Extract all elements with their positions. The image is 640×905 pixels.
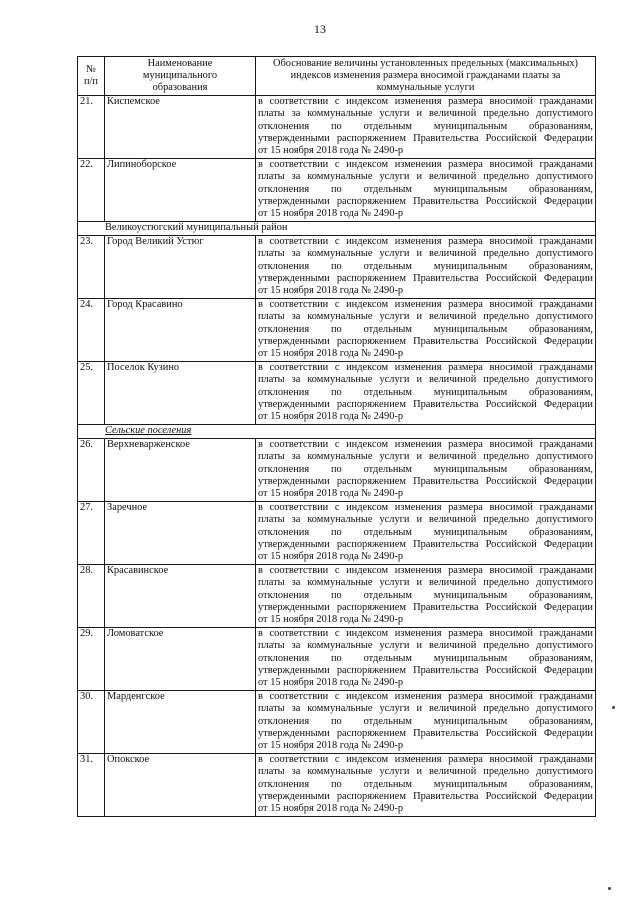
justification-line: платы за коммунальные услуги и величиной предельно допустимого [258,640,593,652]
tariff-index-table [77,56,596,817]
row-number: 26. [78,439,105,502]
district-row [78,222,596,236]
justification-line: от 15 ноября 2018 года № 2490-р [258,551,404,563]
justification-line: платы за коммунальные услуги и величиной предельно допустимого [258,766,593,778]
justification-line: в соответствии с индексом изменения размера вносимой гражданами [258,362,593,373]
justification-line: от 15 ноября 2018 года № 2490-р [258,614,404,626]
justification-line: в соответствии с индексом изменения размера вносимой гражданами [258,502,593,513]
justification-line: от 15 ноября 2018 года № 2490-р [258,803,404,815]
municipality-name: Опокское [105,754,256,817]
justification-line: в соответствии с индексом изменения размера вносимой гражданами [258,691,593,702]
row-number: 25. [78,362,105,425]
justification-line: платы за коммунальные услуги и величиной предельно допустимого [258,514,593,526]
justification-text [256,159,596,222]
justification-text [256,565,596,628]
justification-line: отклонения по отдельным муниципальным образованиям, [258,120,593,132]
header-num [78,57,105,96]
justification-text [256,236,596,299]
justification-line: утвержденными распоряжением Правительства Российской Федерации [258,538,593,550]
header-justification [256,57,596,96]
scan-speck [608,887,611,890]
justification-text [256,362,596,425]
header-num-line: № [86,64,96,75]
municipality-name: Красавинское [105,565,256,628]
scan-speck [612,706,615,709]
justification-line: утвержденными распоряжением Правительства Российской Федерации [258,335,593,347]
justification-line: от 15 ноября 2018 года № 2490-р [258,488,404,500]
header-name-line: образования [152,82,208,93]
row-number: 21. [78,96,105,159]
municipality-name: Город Красавино [105,299,256,362]
district-label: Великоустюгский муниципальный район [105,222,288,233]
justification-line: в соответствии с индексом изменения размера вносимой гражданами [258,628,593,639]
subsection-heading-cell [78,425,596,439]
justification-line: отклонения по отдельным муниципальным образованиям, [258,778,593,790]
table-row [78,565,596,628]
header-name [105,57,256,96]
justification-line: утвержденными распоряжением Правительства Российской Федерации [258,272,593,284]
row-number: 22. [78,159,105,222]
municipality-name: Город Великий Устюг [105,236,256,299]
table-row [78,691,596,754]
justification-line: в соответствии с индексом изменения размера вносимой гражданами [258,299,593,310]
justification-line: от 15 ноября 2018 года № 2490-р [258,677,404,689]
justification-text [256,628,596,691]
justification-line: от 15 ноября 2018 года № 2490-р [258,285,404,297]
justification-line: утвержденными распоряжением Правительства Российской Федерации [258,664,593,676]
row-number: 30. [78,691,105,754]
justification-line: от 15 ноября 2018 года № 2490-р [258,348,404,360]
justification-line: в соответствии с индексом изменения размера вносимой гражданами [258,565,593,576]
justification-line: утвержденными распоряжением Правительства Российской Федерации [258,790,593,802]
justification-line: платы за коммунальные услуги и величиной предельно допустимого [258,248,593,260]
district-heading [78,222,596,236]
row-number: 27. [78,502,105,565]
justification-line: утвержденными распоряжением Правительства Российской Федерации [258,601,593,613]
justification-line: от 15 ноября 2018 года № 2490-р [258,740,404,752]
municipality-name: Поселок Кузино [105,362,256,425]
justification-line: отклонения по отдельным муниципальным образованиям, [258,589,593,601]
justification-line: платы за коммунальные услуги и величиной предельно допустимого [258,577,593,589]
page-number: 13 [314,22,326,36]
justification-text [256,502,596,565]
table-row [78,439,596,502]
municipality-name: Ломоватское [105,628,256,691]
justification-line: отклонения по отдельным муниципальным образованиям, [258,183,593,195]
justification-line: платы за коммунальные услуги и величиной предельно допустимого [258,703,593,715]
row-number: 29. [78,628,105,691]
justification-line: платы за коммунальные услуги и величиной предельно допустимого [258,451,593,463]
municipality-name: Липиноборское [105,159,256,222]
table-row [78,628,596,691]
header-name-line: муниципального [142,70,218,81]
table-row [78,754,596,817]
justification-line: платы за коммунальные услуги и величиной предельно допустимого [258,311,593,323]
justification-line: отклонения по отдельным муниципальным образованиям, [258,323,593,335]
justification-line: отклонения по отдельным муниципальным образованиям, [258,260,593,272]
subsection-row [78,425,596,439]
justification-line: утвержденными распоряжением Правительства Российской Федерации [258,195,593,207]
table-row [78,299,596,362]
table-row [78,502,596,565]
header-justification-line: индексов изменения размера вносимой гражданами платы за [290,70,561,81]
justification-line: платы за коммунальные услуги и величиной предельно допустимого [258,171,593,183]
justification-line: платы за коммунальные услуги и величиной предельно допустимого [258,374,593,386]
municipality-name: Верхневарженское [105,439,256,502]
municipality-name: Марденгское [105,691,256,754]
justification-line: утвержденными распоряжением Правительства Российской Федерации [258,727,593,739]
table-header-row [78,57,596,96]
header-justification-line: Обоснование величины установленных предельных (максимальных) [272,58,578,69]
municipality-name: Киспемское [105,96,256,159]
municipality-name: Заречное [105,502,256,565]
justification-text [256,299,596,362]
justification-line: в соответствии с индексом изменения размера вносимой гражданами [258,439,593,450]
table-row [78,236,596,299]
justification-text [256,754,596,817]
row-number: 24. [78,299,105,362]
justification-line: платы за коммунальные услуги и величиной предельно допустимого [258,108,593,120]
justification-text [256,691,596,754]
justification-line: в соответствии с индексом изменения размера вносимой гражданами [258,159,593,170]
justification-line: отклонения по отдельным муниципальным образованиям, [258,715,593,727]
row-number: 23. [78,236,105,299]
subsection-label: Сельские поселения [105,425,192,436]
justification-line: утвержденными распоряжением Правительства Российской Федерации [258,475,593,487]
justification-line: в соответствии с индексом изменения размера вносимой гражданами [258,96,593,107]
header-name-line: Наименование [147,58,213,69]
table-body [78,96,596,817]
justification-line: утвержденными распоряжением Правительства Российской Федерации [258,132,593,144]
table-row [78,362,596,425]
table-row [78,159,596,222]
justification-line: отклонения по отдельным муниципальным образованиям, [258,463,593,475]
justification-line: в соответствии с индексом изменения размера вносимой гражданами [258,236,593,247]
row-number: 28. [78,565,105,628]
justification-line: утвержденными распоряжением Правительства Российской Федерации [258,398,593,410]
row-number: 31. [78,754,105,817]
table-row [78,96,596,159]
header-justification-line: коммунальные услуги [376,82,475,93]
justification-line: от 15 ноября 2018 года № 2490-р [258,145,404,157]
justification-text [256,439,596,502]
justification-line: отклонения по отдельным муниципальным образованиям, [258,386,593,398]
header-num-line: п/п [83,76,98,87]
justification-line: отклонения по отдельным муниципальным образованиям, [258,526,593,538]
justification-line: отклонения по отдельным муниципальным образованиям, [258,652,593,664]
justification-line: от 15 ноября 2018 года № 2490-р [258,208,404,220]
justification-text [256,96,596,159]
justification-line: от 15 ноября 2018 года № 2490-р [258,411,404,423]
justification-line: в соответствии с индексом изменения размера вносимой гражданами [258,754,593,765]
